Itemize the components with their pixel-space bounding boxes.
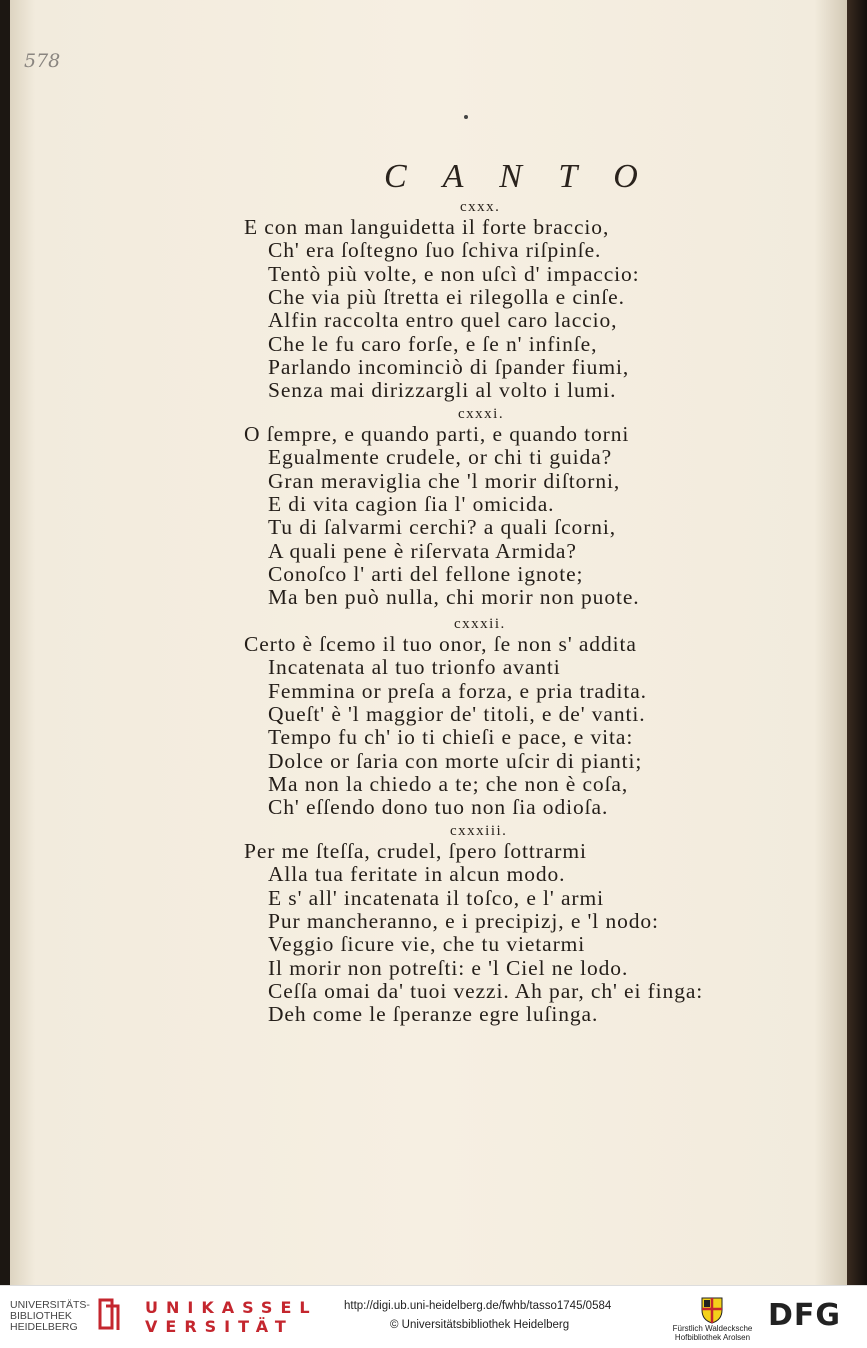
verse-line: Ceſſa omai da' tuoi vezzi. Ah par, ch' ei finga: bbox=[268, 978, 704, 1003]
ornament-dot bbox=[464, 115, 468, 119]
verse-line: Femmina or preſa a forza, e pria tradita. bbox=[268, 678, 647, 703]
viewer-footer bbox=[0, 1285, 867, 1348]
verse-line: Deh come le ſperanze egre luſinga. bbox=[268, 1002, 599, 1027]
verse-line: Ma ben può nulla, chi morir non puote. bbox=[268, 585, 640, 610]
copyright-notice: © Universitätsbibliothek Heidelberg bbox=[390, 1319, 570, 1331]
verse-line: A quali pene è riſervata Armida? bbox=[268, 538, 577, 563]
verse-line: Tempo fu ch' io ti chieſi e pace, e vita: bbox=[268, 725, 634, 750]
verse-line: E di vita cagion ſia l' omicida. bbox=[268, 491, 555, 516]
stanza-number: cxxxi. bbox=[458, 406, 505, 422]
verse-line: Alfin raccolta entro quel caro laccio, bbox=[268, 308, 618, 333]
document-url[interactable]: http://digi.ub.uni-heidelberg.de/fwhb/tasso1745/0584 bbox=[344, 1300, 612, 1312]
verse-line: Il morir non potreſti: e 'l Ciel ne lodo. bbox=[268, 955, 629, 980]
arolsen-library-logo: Fürstlich Waldecksche Hofbibliothek Arolsen bbox=[672, 1324, 753, 1342]
verse-line: Certo è ſcemo il tuo onor, ſe non s' addita bbox=[244, 632, 637, 656]
stanza-number: cxxxii. bbox=[454, 616, 506, 632]
canto-heading: C A N T O bbox=[384, 158, 652, 195]
kassel-university-logo: UNIKASSEL VERSITÄT bbox=[145, 1298, 318, 1336]
verse-line: Senza mai dirizzargli al volto i lumi. bbox=[268, 378, 617, 403]
verse-line: Incatenata al tuo trionfo avanti bbox=[268, 655, 561, 680]
verse-line: Per me ſteſſa, crudel, ſpero ſottrarmi bbox=[244, 839, 587, 863]
verse-line: Tentò più volte, e non uſcì d' impaccio: bbox=[268, 261, 640, 286]
verse-line: Ma non la chiedo a te; che non è coſa, bbox=[268, 771, 629, 796]
verse-line: O ſempre, e quando parti, e quando torni bbox=[244, 422, 630, 446]
heidelberg-library-logo: UNIVERSITÄTS- BIBLIOTHEK HEIDELBERG bbox=[10, 1299, 90, 1333]
verse-line: E con man languidetta il forte braccio, bbox=[244, 215, 610, 239]
verse-line: Conoſco l' arti del fellone ignote; bbox=[268, 561, 584, 586]
verse-line: Dolce or ſaria con morte uſcir di pianti; bbox=[268, 748, 643, 773]
verse-line: Queſt' è 'l maggior de' titoli, e de' vanti. bbox=[268, 701, 646, 726]
arolsen-crest-icon bbox=[700, 1294, 724, 1324]
stanza-number: cxxx. bbox=[460, 199, 501, 215]
verse-line: Parlando incominciò di ſpander fiumi, bbox=[268, 354, 630, 379]
verse-line: Tu di ſalvarmi cerchi? a quali ſcorni, bbox=[268, 515, 617, 540]
verse-line: Gran meraviglia che 'l morir diſtorni, bbox=[268, 468, 621, 493]
verse-line: Pur mancheranno, e i precipizj, e 'l nodo: bbox=[268, 908, 659, 933]
dfg-logo: DFG bbox=[768, 1298, 842, 1333]
verse-line: Veggio ſicure vie, che tu vietarmi bbox=[268, 932, 586, 957]
verse-line: Ch' era ſoſtegno ſuo ſchiva riſpinſe. bbox=[268, 238, 602, 263]
verse-line: E s' all' incatenata il toſco, e l' armi bbox=[268, 885, 604, 910]
verse-line: Alla tua feritate in alcun modo. bbox=[268, 862, 566, 887]
handwritten-folio-number: 578 bbox=[24, 50, 61, 72]
verse-line: Egualmente crudele, or chi ti guida? bbox=[268, 445, 613, 470]
verse-line: Ch' eſſendo dono tuo non ſia odioſa. bbox=[268, 795, 609, 820]
stanza-number: cxxxiii. bbox=[450, 823, 508, 839]
heidelberg-emblem-icon bbox=[96, 1296, 122, 1332]
verse-line: Che via più ſtretta ei rilegolla e cinſe. bbox=[268, 284, 625, 309]
book-spine bbox=[847, 0, 867, 1285]
verse-line: Che le fu caro forſe, e ſe n' infinſe, bbox=[268, 331, 598, 356]
